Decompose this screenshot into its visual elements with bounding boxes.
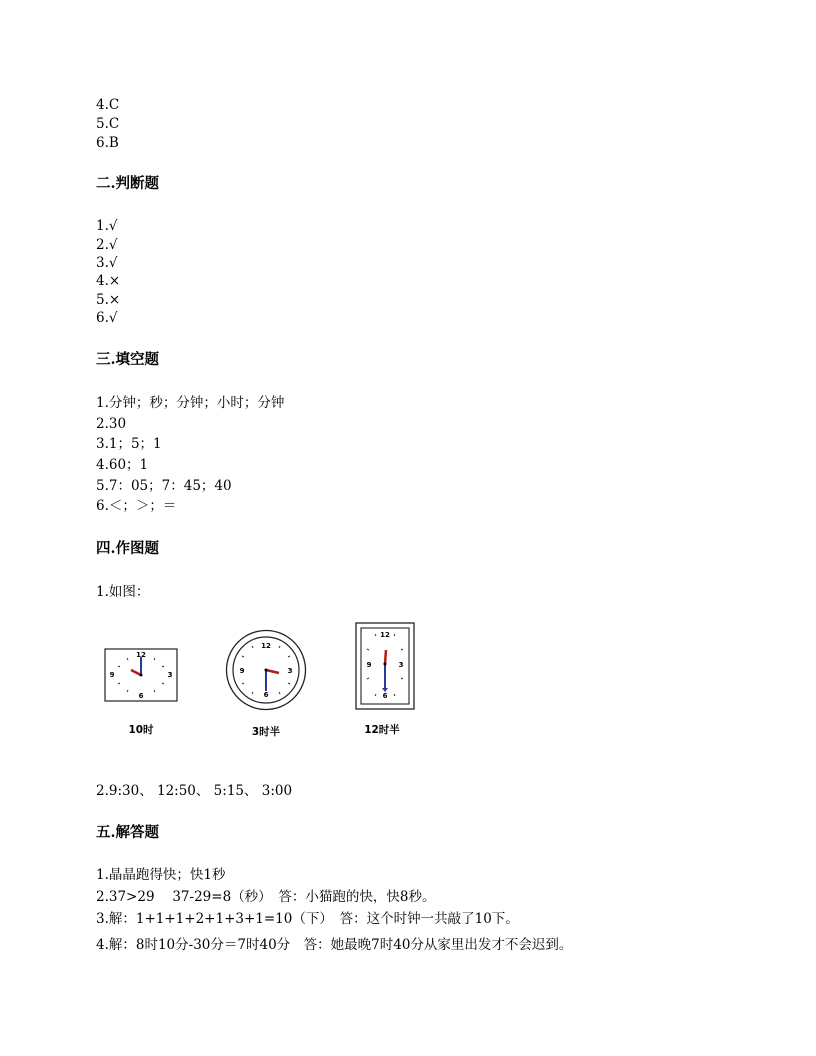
fill-answer-2: 2.30 (96, 416, 127, 432)
clock-center (140, 674, 143, 677)
clock-caption-3: 12时半 (364, 724, 400, 736)
clock-number-6: 6 (138, 692, 144, 700)
section-heading-solve: 五.解答题 (96, 824, 160, 841)
choice-answer-6: 6.B (96, 135, 119, 151)
judge-answer-4: 4.× (96, 273, 121, 289)
clock-center (384, 663, 387, 666)
clock-number-9: 9 (109, 671, 115, 679)
judge-answer-5: 5.× (96, 292, 121, 308)
draw-answer-1: 1.如图： (96, 584, 150, 600)
section-heading-judge: 二.判断题 (96, 175, 160, 192)
solve-answer-4: 4.解：8时10分-30分＝7时40分 答：她最晚7时40分从家里出发才不会迟到。 (96, 937, 573, 953)
clock-caption-1: 10时 (128, 724, 154, 736)
choice-answer-4: 4.C (96, 97, 120, 113)
draw-answer-2: 2.9:30、 12:50、 5:15、 3:00 (96, 783, 293, 799)
fill-answer-5: 5.7：05；7：45；40 (96, 478, 232, 494)
solve-answer-2: 2.37>29 37-29=8（秒） 答：小猫跑的快，快8秒。 (96, 889, 436, 905)
clock-center (265, 669, 268, 672)
clock-number-12: 12 (261, 642, 271, 650)
choice-answer-5: 5.C (96, 116, 120, 132)
fill-answer-1: 1.分钟；秒；分钟；小时；分钟 (96, 395, 285, 411)
fill-answer-4: 4.60；1 (96, 457, 149, 473)
hour-hand (385, 650, 386, 664)
section-heading-fill: 三.填空题 (96, 351, 160, 368)
clock-tall-12-30 (355, 622, 415, 710)
solve-answer-1: 1.晶晶跑得快；快1秒 (96, 867, 226, 883)
clock-number-3: 3 (167, 671, 173, 679)
clock-number-3: 3 (287, 667, 293, 675)
judge-answer-6: 6.√ (96, 310, 118, 326)
clock-round-3-30 (225, 629, 307, 711)
clock-number-6: 6 (263, 691, 269, 699)
clock-number-6: 6 (382, 692, 388, 700)
clock-number-9: 9 (366, 661, 372, 669)
fill-answer-6: 6.＜；＞；＝ (96, 498, 177, 514)
judge-answer-1: 1.√ (96, 218, 118, 234)
section-heading-draw: 四.作图题 (96, 540, 160, 557)
clock-number-9: 9 (239, 667, 245, 675)
fill-answer-3: 3.1；5；1 (96, 436, 162, 452)
solve-answer-3: 3.解：1+1+1+2+1+3+1=10（下） 答：这个时钟一共敲了10下。 (96, 911, 519, 927)
clock-number-12: 12 (136, 651, 146, 659)
clock-number-12: 12 (380, 631, 390, 639)
clock-number-3: 3 (398, 661, 404, 669)
judge-answer-2: 2.√ (96, 237, 118, 253)
clock-rect-10 (104, 648, 178, 702)
judge-answer-3: 3.√ (96, 255, 118, 271)
clock-caption-2: 3时半 (251, 726, 281, 738)
